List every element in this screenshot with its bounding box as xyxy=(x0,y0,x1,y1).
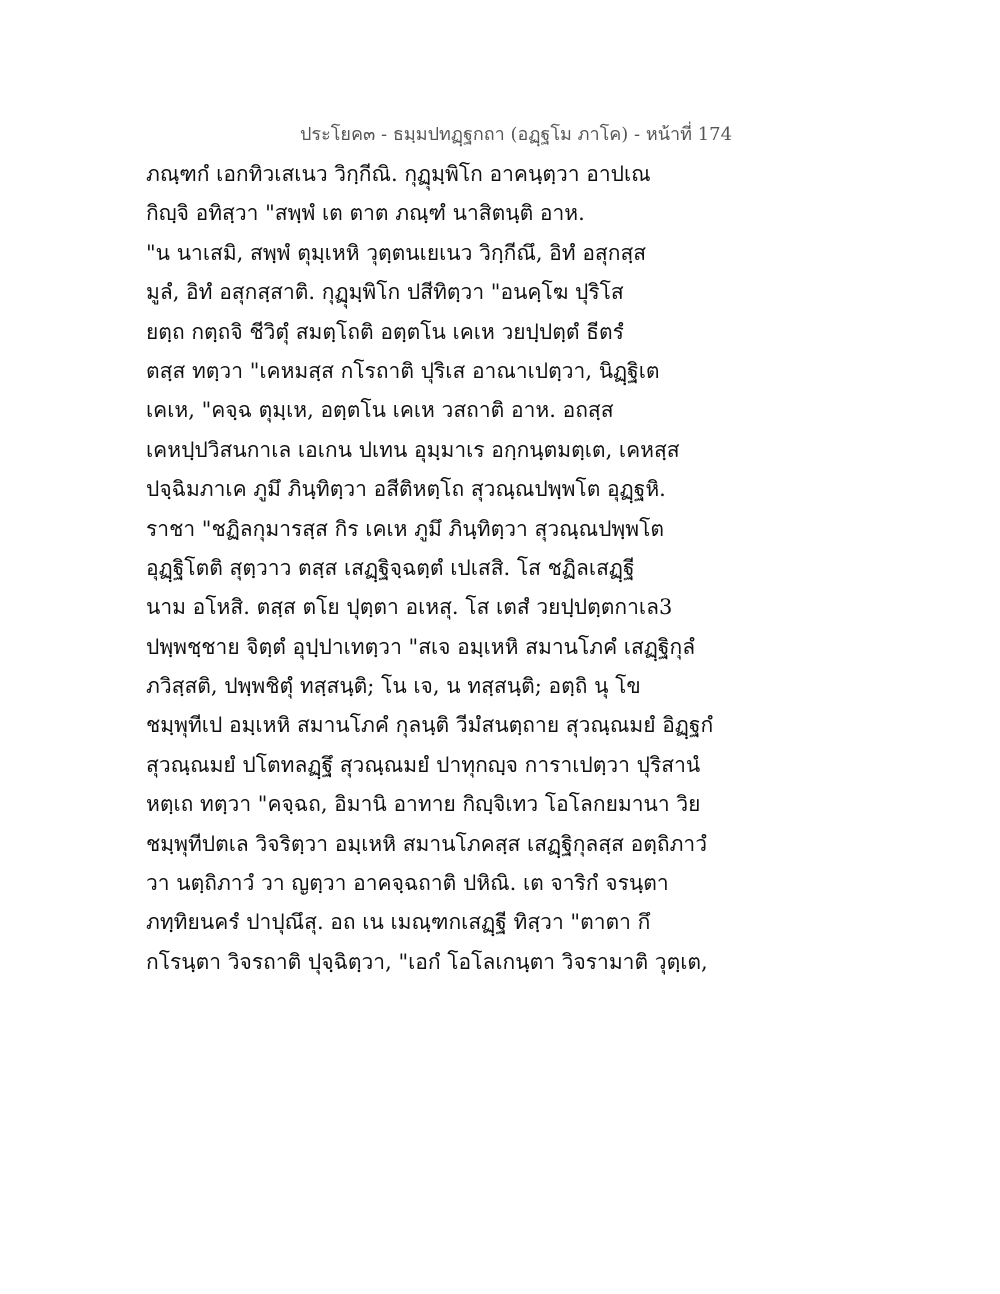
text-line: วา นตฺถิภาวํ วา ญตฺวา อาคจฺฉถาติ ปหิณิ. เต จาริกํ จรนฺตา xyxy=(146,871,669,896)
text-line: มูลํ, อิทํ อสุกสฺสาติ. กุฏุมฺพิโก ปสีทิตฺวา "อนคฺโฆ ปุริโส xyxy=(146,280,624,305)
text-line: สุวณฺณมยํ ปโตทลฏฺฐึ สุวณฺณมยํ ปาทุกญฺจ การาเปตฺวา ปุริสานํ xyxy=(146,752,701,777)
text-line: ภทฺทิยนครํ ปาปุณึสุ. อถ เน เมณฺฑกเสฏฺฐี ทิสฺวา "ตาตา กึ xyxy=(146,910,651,935)
text-line: ปพฺพชฺชาย จิตฺตํ อุปฺปาเทตฺวา "สเจ อมฺเหหิ สมานโภคํ เสฏฺฐิกุลํ xyxy=(146,634,696,659)
text-line: "น นาเสมิ, สพฺพํ ตุมฺเหหิ วุตฺตนเยเนว วิกฺกีณึ, อิทํ อสุกสฺส xyxy=(146,240,647,265)
text-line: ปจฺฉิมภาเค ภูมึ ภินฺทิตฺวา อสีติหตฺโถ สุวณฺณปพฺพโต อุฏฺฐหิ. xyxy=(146,477,666,502)
text-line: หตฺเถ ทตฺวา "คจฺฉถ, อิมานิ อาทาย กิญฺจิเทว โอโลกยมานา วิย xyxy=(146,792,701,817)
text-line: นาม อโหสิ. ตสฺส ตโย ปุตฺตา อเหสุ. โส เตสํ วยปฺปตฺตกาเล3 xyxy=(146,595,673,620)
text-line: ยตฺถ กตฺถจิ ชีวิตุํ สมตฺโถติ อตฺตโน เคเห วยปฺปตฺตํ ธีตรํ xyxy=(146,319,624,344)
text-line: อุฏฺฐิโตติ สุตฺวาว ตสฺส เสฏฺฐิจฺฉตฺตํ เปเสสิ. โส ชฏิลเสฏฺฐี xyxy=(146,555,635,580)
text-line: ภณฺฑกํ เอกทิวเสเนว วิกฺกีณิ. กุฏุมฺพิโก อาคนฺตฺวา อาปเณ xyxy=(146,162,651,186)
text-line: ชมฺพุทีปตเล วิจริตฺวา อมฺเหหิ สมานโภคสฺส เสฏฺฐิกุลสฺส อตฺถิภาวํ xyxy=(146,831,707,856)
running-header: ประโยค๓ - ธมฺมปทฏฺฐกถา (อฏฺฐโม ภาโค) - หน้าที่ 174 xyxy=(300,124,733,145)
text-line: กโรนฺตา วิจรถาติ ปุจฺฉิตฺวา, "เอกํ โอโลเกนฺตา วิจรามาติ วุตฺเต, xyxy=(146,949,708,974)
body-text xyxy=(146,155,866,982)
text-line: กิญฺจิ อทิสฺวา "สพฺพํ เต ตาต ภณฺฑํ นาสิตนฺติ อาห. xyxy=(146,201,585,226)
text-line: เคเห, "คจฺฉ ตุมฺเห, อตฺตโน เคเห วสถาติ อาห. อถสฺส xyxy=(146,398,614,423)
text-line: ชมฺพุทีเป อมฺเหหิ สมานโภคํ กุลนฺติ วีมํสนตฺถาย สุวณฺณมยํ อิฏฺฐกํ xyxy=(146,713,714,738)
text-line: ราชา "ชฏิลกุมารสฺส กิร เคเห ภูมึ ภินฺทิตฺวา สุวณฺณปพฺพโต xyxy=(146,516,665,541)
text-line: เคหปฺปวิสนกาเล เอเกน ปเทน อุมฺมาเร อกฺกนฺตมตฺเต, เคหสฺส xyxy=(146,437,680,462)
text-line: ภวิสฺสติ, ปพฺพชิตุํ ทสฺสนฺติ; โน เจ, น ทสฺสนฺติ; อตฺถิ นุ โข xyxy=(146,674,641,699)
text-line: ตสฺส ทตฺวา "เคหมสฺส กโรถาติ ปุริเส อาณาเปตฺวา, นิฏฺฐิเต xyxy=(146,358,660,383)
